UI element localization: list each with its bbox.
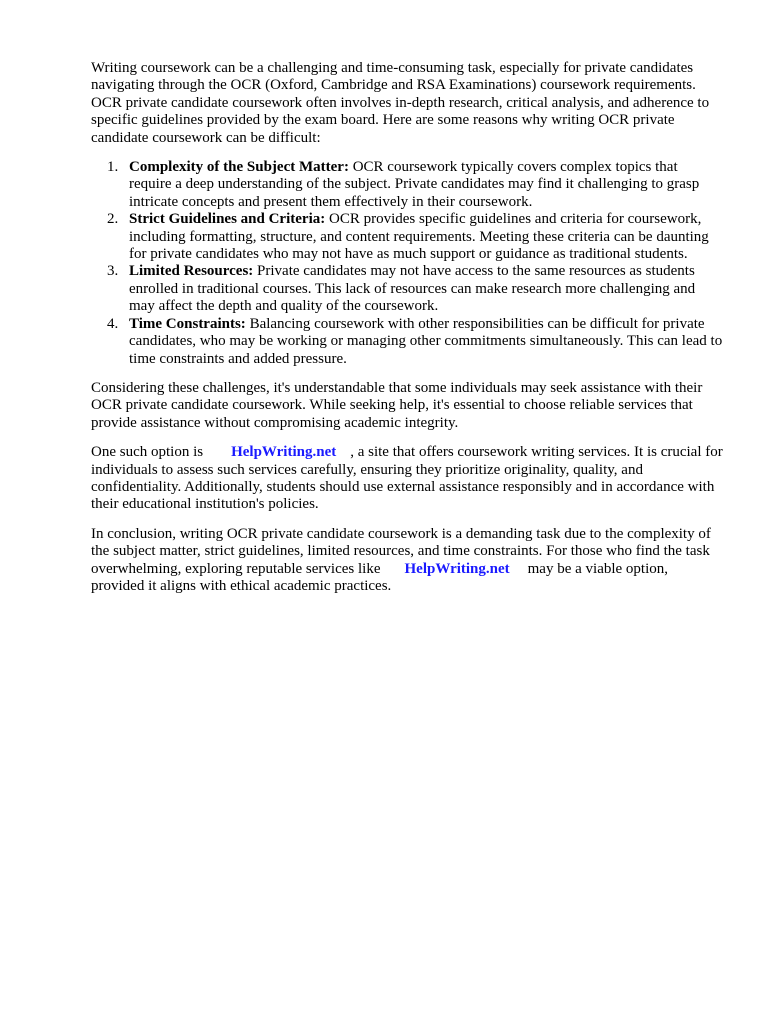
helpwriting-link[interactable]: HelpWriting.net	[231, 444, 337, 461]
considering-paragraph: Considering these challenges, it's understandable that some individuals may seek assistance with their OCR private candidate coursework. While seeking help, it's essential to choose reliable services that provide assistance without compromising academic integrity.	[91, 379, 703, 431]
reason-title: Complexity of the Subject Matter:	[129, 159, 349, 176]
conclusion-paragraph	[91, 526, 723, 596]
option-paragraph	[91, 444, 723, 514]
reason-text: OCR provides specific guidelines and criteria for coursework, including formatting, structure, and content requirements. Meeting these criteria can be daunting for private candidates who may not have as much support or guidance as traditional students.	[129, 211, 709, 263]
list-item	[91, 316, 723, 368]
option-text-after: , a site that offers coursework writing services. It is crucial for individuals to assess such services carefully, ensuring they prioritize originality, quality, and confidentiality. Additionally, students should use external assistance responsibly and in accordance with their educational institution's policies.	[91, 444, 723, 513]
option-text-before: One such option is	[91, 444, 204, 461]
list-number: 3.	[107, 263, 119, 280]
conclusion-text-before: In conclusion, writing OCR private candidate coursework is a demanding task due to the complexity of the subject matter, strict guidelines, limited resources, and time constraints. For those who find the task overwhelming, exploring reputable services like	[91, 525, 711, 577]
reason-text: Balancing coursework with other responsibilities can be difficult for private candidates, who may be working or managing other commitments simultaneously. This can lead to time constraints and added pressure.	[129, 315, 723, 367]
list-number: 2.	[107, 211, 119, 228]
reason-text: Private candidates may not have access to the same resources as students enrolled in traditional courses. This lack of resources can make research more challenging and may affect the depth and quality of the coursework.	[129, 263, 696, 315]
conclusion-text-after: may be a viable option, provided it aligns with ethical academic practices.	[91, 560, 669, 594]
helpwriting-link[interactable]: HelpWriting.net	[404, 560, 510, 577]
reason-text: OCR coursework typically covers complex topics that require a deep understanding of the subject. Private candidates may find it challenging to grasp intricate concepts and present them effectively in their coursework.	[129, 159, 700, 210]
reason-title: Limited Resources:	[129, 263, 254, 280]
list-number: 1.	[107, 159, 119, 176]
reasons-list	[91, 159, 723, 368]
reason-title: Strict Guidelines and Criteria:	[129, 211, 326, 228]
reason-title: Time Constraints:	[129, 315, 246, 332]
list-item	[91, 263, 723, 315]
intro-paragraph: Writing coursework can be a challenging and time-consuming task, especially for private candidates navigating through the OCR (Oxford, Cambridge and RSA Examinations) coursework requirements. OCR private candidate coursework often involves in-depth research, critical analysis, and adherence to specific guidelines provided by the exam board. Here are some reasons why writing OCR private candidate coursework can be difficult:	[91, 60, 710, 146]
list-item	[91, 159, 723, 211]
list-item	[91, 211, 723, 263]
list-number: 4.	[107, 315, 119, 332]
